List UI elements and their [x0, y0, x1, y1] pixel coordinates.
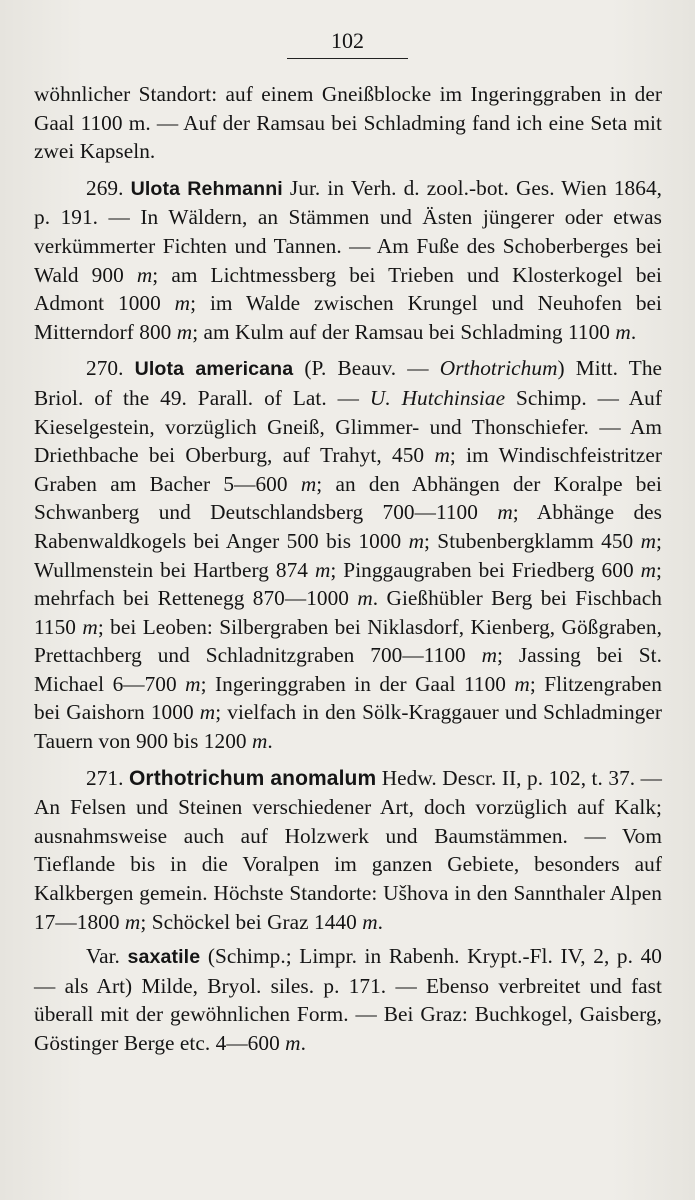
unit: m [408, 528, 424, 553]
entry-text: Jur. in Verh. d. zool.-bot. Ges. Wien 1864, p. 191. — In Wäldern, an Stämmen und Ästen jüngerer oder etwas verkümmerter Fichten und Tannen. — Am Fuße des Schoberberges bei Wald 900 [34, 175, 663, 287]
unit: m [514, 671, 530, 696]
entry-text: ; am Lichtmessberg bei Trieben und Klosterkogel bei Admont 1000 [34, 262, 662, 316]
synonym-genus: Orthotrichum [439, 356, 558, 381]
entry-number: 269. [86, 175, 124, 200]
unit: m [640, 528, 657, 553]
unit: m [640, 557, 657, 582]
entry-text: ) Mitt. The Briol. of the 49. Parall. of Lat. — [34, 356, 663, 410]
entry-text: ; vielfach in den Sölk-Kraggauer und Schladminger Tauern von 900 bis 1200 [34, 700, 662, 754]
unit: m [124, 909, 141, 934]
entry-text: ; im Windischfeistritzer Graben am Bacher 5—600 [34, 443, 662, 496]
entry-text: (P. Beauv. — [293, 356, 440, 381]
entry-269 [34, 174, 662, 347]
page-body [34, 80, 662, 1058]
unit: m [82, 614, 98, 639]
entry-text: Hedw. Descr. II, p. 102, t. 37. — An Felsen und Steinen verschiedener Art, doch vorzüglich auf Kalk; ausnahmsweise auch auf Holzwerk und Baumstämmen. — Vom Tieflande bis in die Voralpen im ganzen Gebiete, besonders auf Kalkbergen gemein. Höchste Standorte: Ušhova in den Sannthaler Alpen 17—1800 [34, 765, 663, 934]
entry-text: . [300, 1031, 306, 1055]
unit: m [314, 557, 331, 582]
species-name: Ulota americana [134, 358, 294, 381]
unit: m [300, 471, 317, 496]
entry-text: ; am Kulm auf der Ramsau bei Schladming 1100 [192, 319, 616, 344]
entry-text: ; im Walde zwischen Krungel und Neuhofen bei Mitterndorf 800 [34, 291, 662, 344]
paragraph-continuation [34, 80, 662, 166]
unit: m [176, 319, 193, 344]
entry-number: 271. [86, 765, 124, 790]
unit: m [174, 291, 191, 316]
entry-text: ; Abhänge des Rabenwaldkogels bei Anger 500 bis 1000 [34, 500, 663, 553]
variety-name: saxatile [127, 946, 201, 969]
unit: m [615, 319, 631, 344]
unit: m [185, 671, 201, 696]
entry-text: . [267, 729, 273, 754]
synonym-species: U. Hutchinsiae [369, 385, 506, 410]
entry-text: ; an den Abhängen der Koralpe bei Schwanberg und Deutschlandsberg 700—1100 [34, 471, 662, 525]
unit: m [251, 729, 268, 754]
unit: m [357, 586, 373, 611]
unit: m [481, 643, 498, 668]
unit: m [497, 500, 513, 525]
entry-text: ; Wullmenstein bei Hartberg 874 [34, 528, 663, 582]
entry-text: ; Jassing bei St. Michael 6—700 [34, 643, 662, 696]
unit: m [285, 1031, 301, 1055]
unit: m [434, 443, 450, 468]
species-name: Orthotrichum anomalum [128, 766, 377, 790]
entry-variety-saxatile [34, 942, 662, 1057]
entry-text: ; Stubenbergklamm 450 [424, 528, 641, 553]
entry-text: ; mehrfach bei Rettenegg 870—1000 [34, 557, 662, 611]
entry-text: ; Flitzengraben bei Gaishorn 1000 [34, 671, 662, 725]
entry-270 [34, 354, 662, 755]
page-number: 102 [287, 28, 408, 59]
entry-number: 270. [86, 356, 124, 381]
species-name: Ulota Rehmanni [130, 177, 283, 200]
entry-text: ; bei Leoben: Silbergraben bei Niklasdorf, Kienberg, Gößgraben, Prettachberg und Schladnitzgraben 700—1100 [34, 614, 662, 668]
unit: m [136, 262, 153, 287]
entry-text: ; Schöckel bei Graz 1440 [140, 909, 363, 934]
entry-text: ; Pinggaugraben bei Friedberg 600 [330, 557, 641, 582]
unit: m [199, 700, 216, 725]
entry-271 [34, 764, 662, 937]
entry-text: . [377, 909, 384, 934]
entry-text: Schimp. — Auf Kieselgestein, vorzüglich Gneiß, Glimmer- und Thonschiefer. — Am Driethbache bei Oberburg, auf Trahyt, 450 [34, 385, 662, 468]
paragraph-text: wöhnlicher Standort: auf einem Gneißblocke im Ingeringgraben in der Gaal 1100 m. — Auf der Ramsau bei Schladming fand ich eine Seta mit zwei Kapseln. [34, 82, 662, 164]
unit: m [362, 909, 378, 934]
variety-prefix: Var. [86, 944, 128, 969]
entry-text: . [630, 319, 637, 344]
entry-text: (Schimp.; Limpr. in Rabenh. Krypt.-Fl. IV, 2, p. 40 — als Art) Milde, Bryol. siles. p. 171. — Ebenso verbreitet und fast überall mit der gewöhnlichen Form. — Bei Graz: Buchkogel, Gaisberg, Göstinger Berge etc. 4—600 [34, 944, 662, 1055]
entry-text: . Gießhübler Berg bei Fischbach 1150 [34, 586, 663, 639]
entry-text: ; Ingeringgraben in der Gaal 1100 [200, 671, 515, 696]
page-header [0, 28, 695, 59]
